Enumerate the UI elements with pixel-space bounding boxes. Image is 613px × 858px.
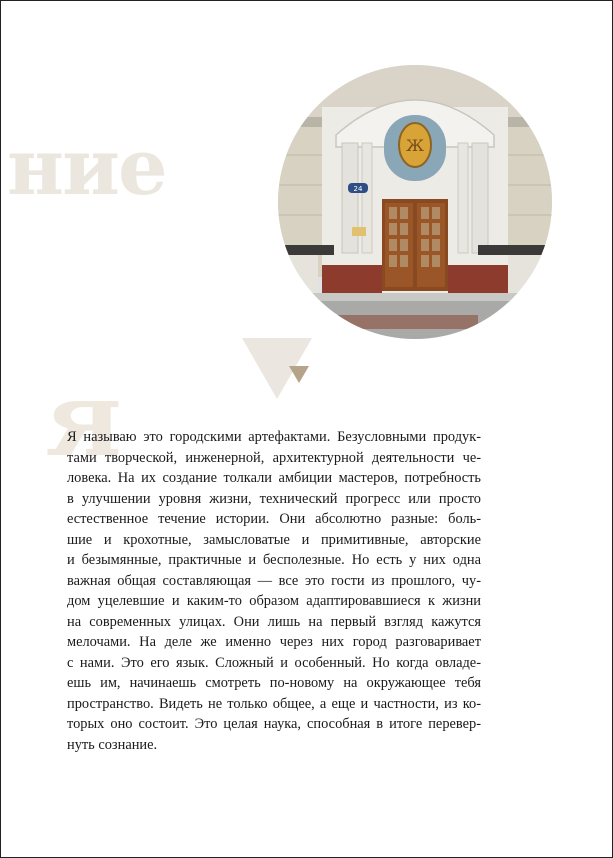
text-line: на современных улицах. Они лишь на первый взгляд кажутся (67, 613, 481, 630)
text-line: мелочами. На деле же именно через них город разговаривает (67, 634, 481, 650)
text-line: нуть сознание. (67, 736, 158, 753)
text-line: дом уцелевшие и каким-то образом адаптировавшиеся к жизни (67, 593, 481, 609)
decorative-triangle-small (289, 366, 309, 383)
text-line: важная общая составляющая — все это гости из прошлого, чу- (67, 572, 481, 589)
text-line: в улучшении уровня жизни, технический прогресс или просто (67, 490, 481, 507)
body-paragraph (67, 427, 481, 755)
svg-text:Ж: Ж (406, 136, 424, 155)
text-line: ешь им, начинаешь смотреть по-новому на окружающее тебя (67, 675, 481, 691)
house-number-plaque: 24 (353, 185, 363, 193)
decorative-ghost-word: ние (7, 122, 166, 213)
text-line: пространство. Видеть не только общее, а еще и частности, из ко- (67, 695, 481, 712)
text-line: с нами. Это его язык. Сложный и особенный. Но когда овладе- (67, 654, 481, 671)
text-line: торых оно состоит. Это целая наука, способная в итоге перевер- (67, 716, 481, 732)
text-line: ловека. На их создание толкали амбиции мастеров, потребность (67, 470, 481, 486)
text-line: тами творческой, инженерной, архитектурной деятельности че- (67, 449, 481, 466)
text-line: шие и крохотные, замысловатые и примитивные, авторские (67, 531, 481, 548)
building-entrance-photo (278, 65, 552, 339)
text-line: Я называю это городскими артефактами. Безусловными продук- (67, 429, 481, 445)
text-line: и безымянные, практичные и бесполезные. Но есть у них одна (67, 552, 481, 568)
text-line: естественное течение истории. Они абсолютно разные: боль- (67, 511, 481, 527)
decorative-ghost-letter: я (45, 357, 122, 480)
